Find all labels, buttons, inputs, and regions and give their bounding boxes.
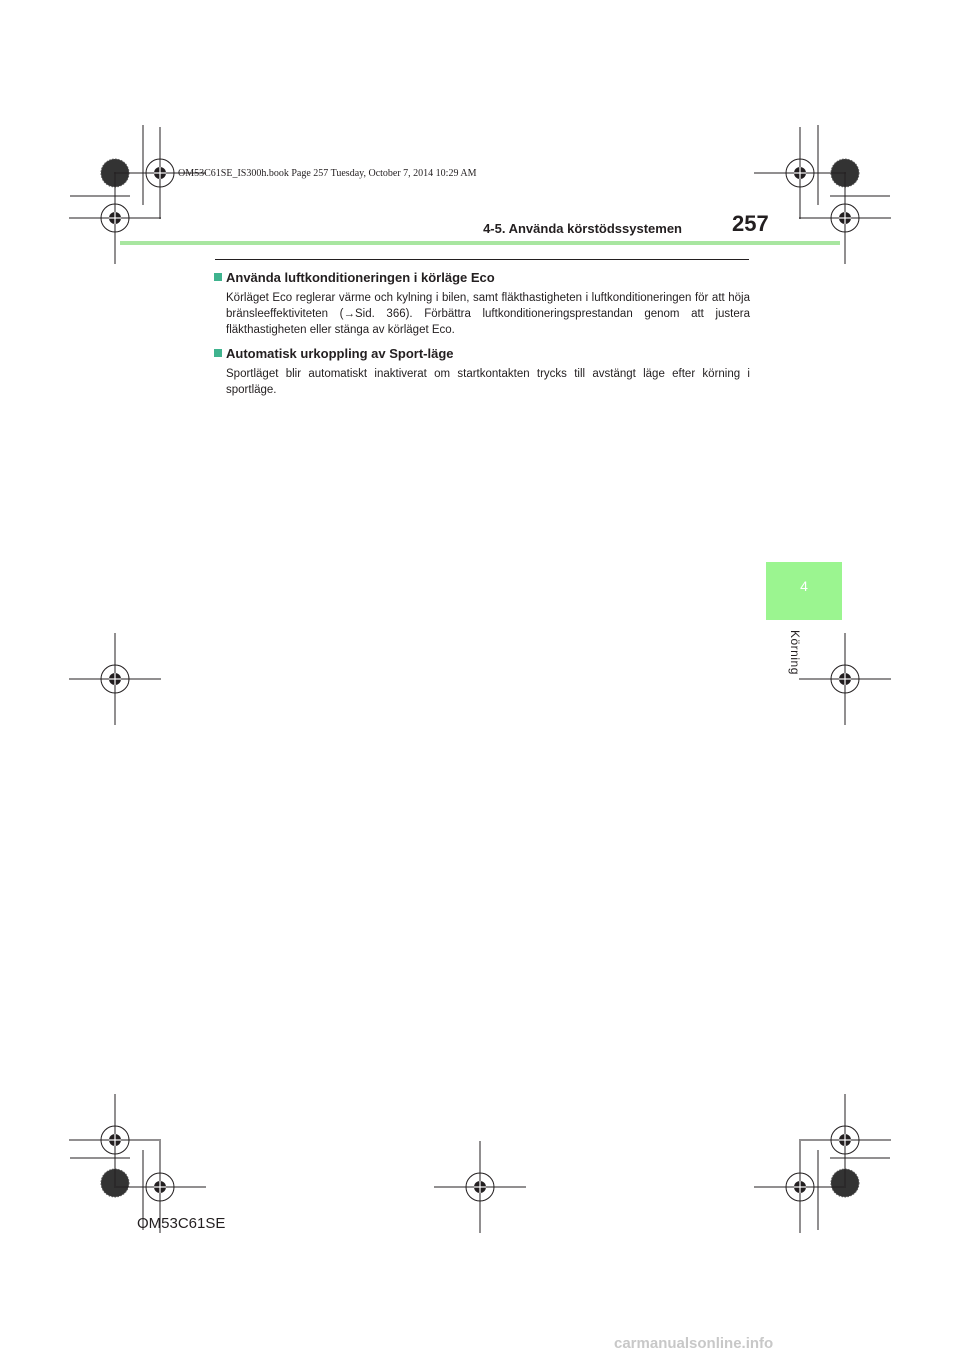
section-heading: Använda luftkonditioneringen i körläge Eco xyxy=(226,269,495,285)
section-body: Körläget Eco reglerar värme och kylning i bilen, samt fläkthastigheten i luftkonditioneringen för att höja bränsleeffektiviteten (→Sid. 366). Förbättra luftkonditioneringsprestandan genom att justera fläkthastigheten eller stänga av körläget Eco. xyxy=(226,292,750,336)
section-sport-mode-cancel xyxy=(214,344,750,398)
section-eco-air-conditioning xyxy=(214,268,750,338)
section-heading-row xyxy=(214,268,750,286)
chapter-number: 4 xyxy=(800,578,808,594)
book-file-info: OM53C61SE_IS300h.book Page 257 Tuesday, October 7, 2014 10:29 AM xyxy=(178,168,477,179)
section-title: 4-5. Använda körstödssystemen xyxy=(483,221,682,236)
section-body: Sportläget blir automatiskt inaktiverat om startkontakten trycks till avstängt läge efter körning i sportläge. xyxy=(226,368,750,396)
watermark[interactable]: carmanualsonline.info xyxy=(614,1335,774,1352)
content-divider xyxy=(215,259,749,260)
chapter-label: Körning xyxy=(788,630,802,675)
section-heading: Automatisk urkoppling av Sport-läge xyxy=(226,345,454,361)
section-heading-row xyxy=(214,344,750,362)
manual-code: OM53C61SE xyxy=(137,1215,226,1232)
page-number: 257 xyxy=(732,211,769,236)
square-bullet-icon xyxy=(214,273,222,281)
square-bullet-icon xyxy=(214,349,222,357)
header-rule xyxy=(120,241,840,245)
